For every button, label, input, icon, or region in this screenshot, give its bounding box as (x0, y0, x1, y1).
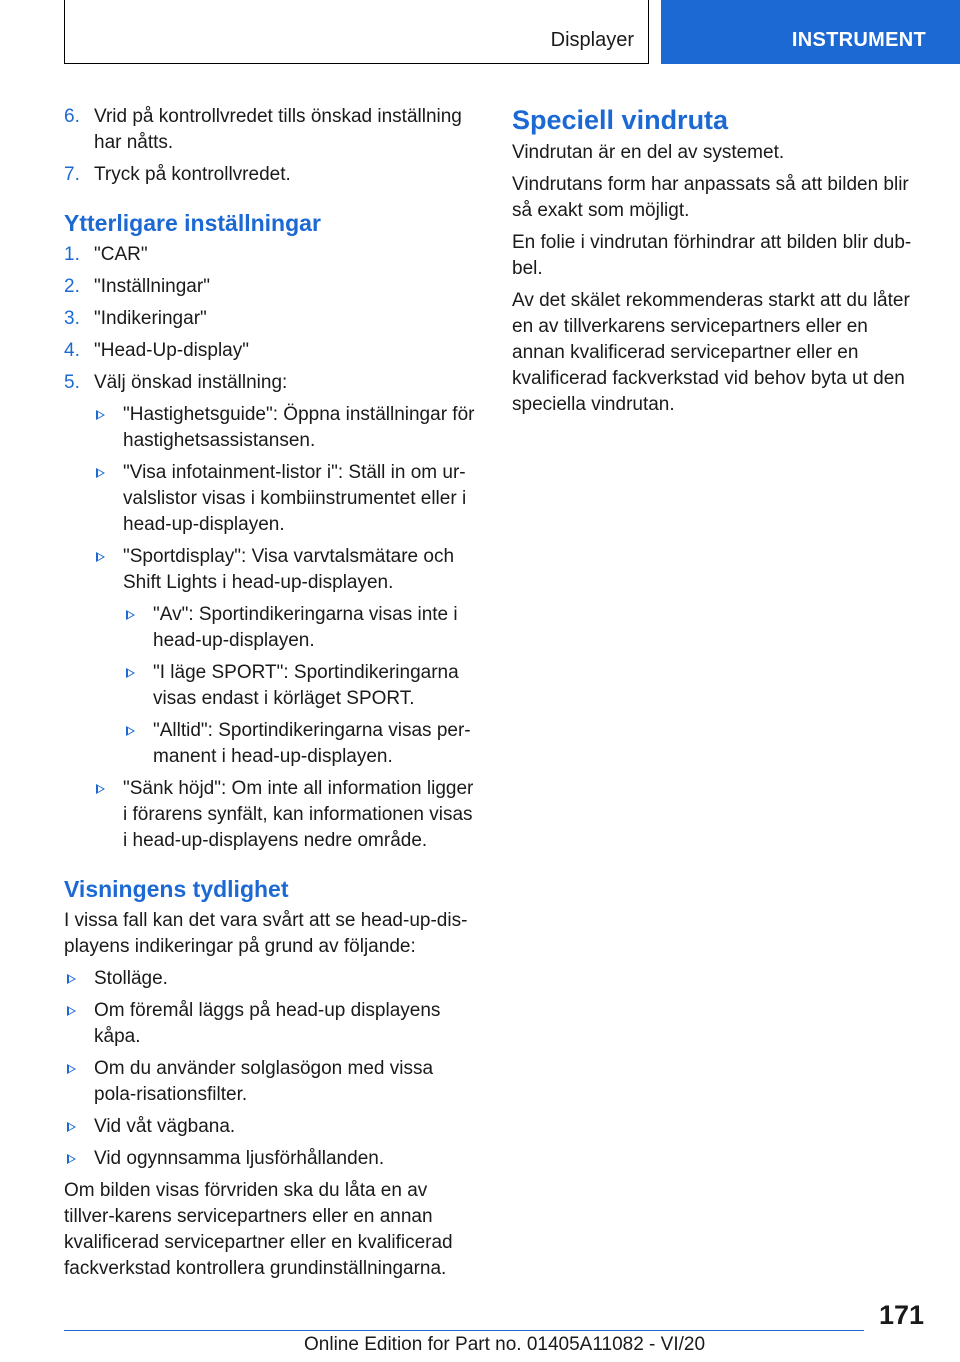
step-number: 1. (64, 244, 80, 265)
step-text: Välj önskad inställning: (94, 372, 288, 393)
triangle-bullet-icon (126, 668, 135, 678)
option-text: "Visa infotainment-listor i": Ställ in om ur-valslistor visas i kombiinstrumentet eller i head-up-displayen. (123, 462, 467, 535)
windshield-paragraph: Vindrutans form har anpassats så att bilden blir så exakt som möjligt. (512, 174, 909, 221)
step-number: 7. (64, 164, 80, 185)
visibility-intro: I vissa fall kan det vara svårt att se head-up-dis-playens indikeringar på grund av följande: (64, 910, 468, 957)
sub-option-text: "Alltid": Sportindikeringarna visas per-manent i head-up-displayen. (153, 720, 471, 767)
list-item (64, 162, 480, 188)
windshield-paragraph: Av det skälet rekommenderas starkt att du låter en av tillverkarens servicepartners eller en annan kvalificerad servicepartner eller en kvalificerad fackverkstad vid behov byta ut den speciella vindrutan. (512, 290, 910, 415)
list-item (64, 1146, 480, 1172)
list-item (64, 402, 480, 454)
triangle-bullet-icon (96, 410, 105, 420)
list-item (64, 998, 480, 1050)
step-number: 3. (64, 308, 80, 329)
triangle-bullet-icon (96, 552, 105, 562)
list-item (64, 718, 480, 770)
footer-divider (64, 1330, 864, 1331)
step-text: Tryck på kontrollvredet. (94, 164, 291, 185)
list-item (64, 338, 480, 364)
windshield-heading: Speciell vindruta (512, 105, 729, 135)
sub-option-text: "I läge SPORT": Sportindikeringarna visas endast i körläget SPORT. (153, 662, 459, 709)
further-settings-heading: Ytterligare inställningar (64, 210, 321, 236)
triangle-bullet-icon (96, 468, 105, 478)
step-text: "Head-Up-display" (94, 340, 249, 361)
triangle-bullet-icon (67, 974, 76, 984)
chapter-title: INSTRUMENT (791, 29, 926, 51)
visibility-item-text: Stolläge. (94, 968, 168, 989)
footer-edition: Online Edition for Part no. 01405A11082 - VI/20 (304, 1334, 706, 1355)
triangle-bullet-icon (96, 784, 105, 794)
step-number: 5. (64, 372, 80, 393)
list-item (64, 602, 480, 654)
step-number: 4. (64, 340, 80, 361)
list-item (64, 306, 480, 332)
header-section-box (64, 0, 649, 64)
list-item (64, 104, 480, 156)
triangle-bullet-icon (67, 1122, 76, 1132)
list-item (64, 370, 480, 396)
step-text: "Indikeringar" (94, 308, 207, 329)
list-item (64, 776, 480, 854)
list-item (64, 1114, 480, 1140)
sub-option-text: "Av": Sportindikeringarna visas inte i head-up-displayen. (153, 604, 458, 651)
header-chapter-box (661, 0, 960, 64)
right-column (512, 104, 924, 424)
list-item (64, 544, 480, 596)
section-title: Displayer (550, 29, 634, 51)
list-item (64, 660, 480, 712)
step-number: 6. (64, 106, 80, 127)
list-item (64, 1056, 480, 1108)
windshield-paragraph: En folie i vindrutan förhindrar att bilden blir dub-bel. (512, 232, 912, 279)
left-column (64, 104, 480, 1288)
step-text: "Inställningar" (94, 276, 210, 297)
option-text: "Hastighetsguide": Öppna inställningar för hastighetsassistansen. (123, 404, 475, 451)
visibility-outro: Om bilden visas förvriden ska du låta en av tillver-karens servicepartners eller en annan kvalificerad servicepartner eller en kvalificerad fackverkstad kontrollera grundinställningarna. (64, 1180, 453, 1279)
triangle-bullet-icon (126, 726, 135, 736)
windshield-paragraph: Vindrutan är en del av systemet. (512, 142, 785, 163)
triangle-bullet-icon (67, 1006, 76, 1016)
list-item (64, 274, 480, 300)
list-item (64, 242, 480, 268)
visibility-item-text: Om du använder solglasögon med vissa pola-risationsfilter. (94, 1058, 434, 1105)
option-text: "Sänk höjd": Om inte all information ligger i förarens synfält, kan informationen visas i head-up-displayens nedre område. (123, 778, 474, 851)
triangle-bullet-icon (126, 610, 135, 620)
option-text: "Sportdisplay": Visa varvtalsmätare och Shift Lights i head-up-displayen. (123, 546, 455, 593)
step-text: "CAR" (94, 244, 148, 265)
visibility-heading: Visningens tydlighet (64, 876, 289, 902)
step-number: 2. (64, 276, 80, 297)
visibility-item-text: Om föremål läggs på head-up displayens kåpa. (94, 1000, 441, 1047)
step-text: Vrid på kontrollvredet tills önskad inställning har nåtts. (94, 106, 462, 153)
visibility-item-text: Vid ogynnsamma ljusförhållanden. (94, 1148, 385, 1169)
list-item (64, 460, 480, 538)
list-item (64, 966, 480, 992)
triangle-bullet-icon (67, 1064, 76, 1074)
visibility-item-text: Vid våt vägbana. (94, 1116, 236, 1137)
page-number: 171 (878, 1300, 924, 1330)
triangle-bullet-icon (67, 1154, 76, 1164)
